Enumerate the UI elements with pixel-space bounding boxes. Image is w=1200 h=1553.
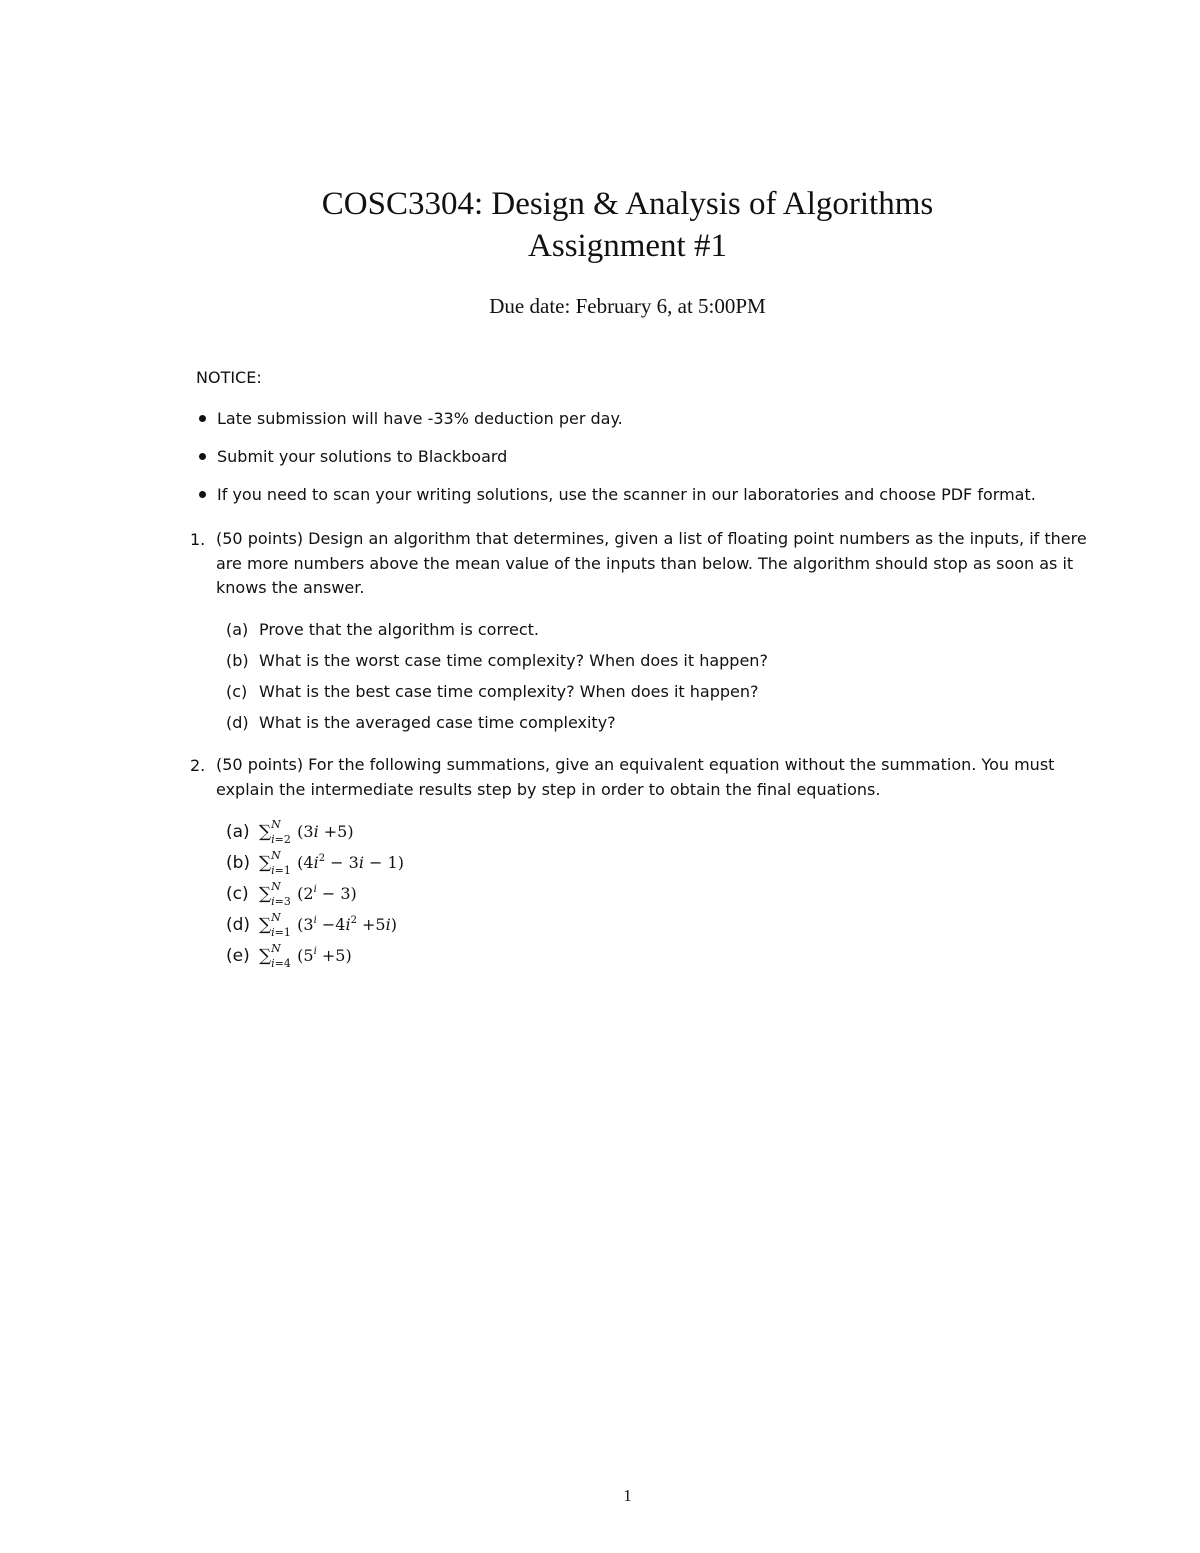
bullet-icon xyxy=(199,415,206,422)
upper-limit: N xyxy=(271,818,281,831)
lower-limit: =3 xyxy=(274,895,291,908)
part-text: What is the worst case time complexity? When does it happen? xyxy=(259,651,768,670)
bullet-icon xyxy=(199,491,206,498)
lower-limit: =1 xyxy=(274,926,291,939)
question-text: (50 points) Design an algorithm that determines, given a list of floating point numbers as the inputs, if there are more numbers above the mean value of the inputs than below. The algorithm should stop as soon as it knows the answer. xyxy=(216,529,1087,597)
part-label: (e) xyxy=(226,946,250,966)
index-variable: i xyxy=(271,926,275,939)
part-label: (b) xyxy=(226,853,251,873)
part-label: (d) xyxy=(226,713,249,732)
part-text: Prove that the algorithm is correct. xyxy=(259,620,539,639)
upper-limit: N xyxy=(271,880,281,893)
part-text: What is the averaged case time complexity? xyxy=(259,713,616,732)
index-variable: i xyxy=(271,895,275,908)
summand-expression: $(2^i - 3)$ xyxy=(297,884,357,903)
lower-limit: =2 xyxy=(274,833,291,846)
part-label: (c) xyxy=(226,884,249,904)
notice-item-text: If you need to scan your writing solutions, use the scanner in our laboratories and choose PDF format. xyxy=(217,485,1036,504)
summation-formula xyxy=(259,911,397,939)
summation-formula xyxy=(259,880,357,908)
question-number: 2. xyxy=(190,756,206,775)
summation-formula xyxy=(259,942,352,970)
sigma-symbol: ∑ xyxy=(259,915,272,935)
assignment-title: Assignment #1 xyxy=(528,228,727,264)
notice-heading: NOTICE: xyxy=(196,368,262,387)
question-text: (50 points) For the following summations, give an equivalent equation without the summation. You must explain the intermediate results step by step in order to obtain the final equations. xyxy=(216,755,1055,799)
summation-formula xyxy=(259,849,404,877)
summand-expression: (3i +5) xyxy=(297,822,354,841)
notice-item-text: Late submission will have -33% deduction per day. xyxy=(217,409,623,428)
question-number: 1. xyxy=(190,530,206,549)
summation-formula xyxy=(259,818,354,846)
sigma-symbol: ∑ xyxy=(259,884,272,904)
part-text: What is the best case time complexity? When does it happen? xyxy=(259,682,759,701)
due-date: Due date: February 6, at 5:00PM xyxy=(489,294,766,318)
part-label: (a) xyxy=(226,620,249,639)
page-number: 1 xyxy=(623,1486,632,1505)
upper-limit: N xyxy=(271,942,281,955)
upper-limit: N xyxy=(271,911,281,924)
sigma-symbol: ∑ xyxy=(259,946,272,966)
bullet-icon xyxy=(199,453,206,460)
part-label: (c) xyxy=(226,682,248,701)
upper-limit: N xyxy=(271,849,281,862)
summand-expression: $(3^i -4i^2 +5i)$ xyxy=(297,915,397,934)
document-title: COSC3304: Design & Analysis of Algorithms xyxy=(321,186,934,222)
lower-limit: =4 xyxy=(274,957,291,970)
sigma-symbol: ∑ xyxy=(259,822,272,842)
index-variable: i xyxy=(271,957,275,970)
part-label: (d) xyxy=(226,915,251,935)
summand-expression: $(5^i +5)$ xyxy=(297,946,352,965)
summand-expression: $(4i^2 - 3i - 1)$ xyxy=(297,853,404,872)
notice-item-text: Submit your solutions to Blackboard xyxy=(217,447,508,466)
lower-limit: =1 xyxy=(274,864,291,877)
index-variable: i xyxy=(271,864,275,877)
part-label: (a) xyxy=(226,822,250,842)
sigma-symbol: ∑ xyxy=(259,853,272,873)
index-variable: i xyxy=(271,833,275,846)
part-label: (b) xyxy=(226,651,249,670)
